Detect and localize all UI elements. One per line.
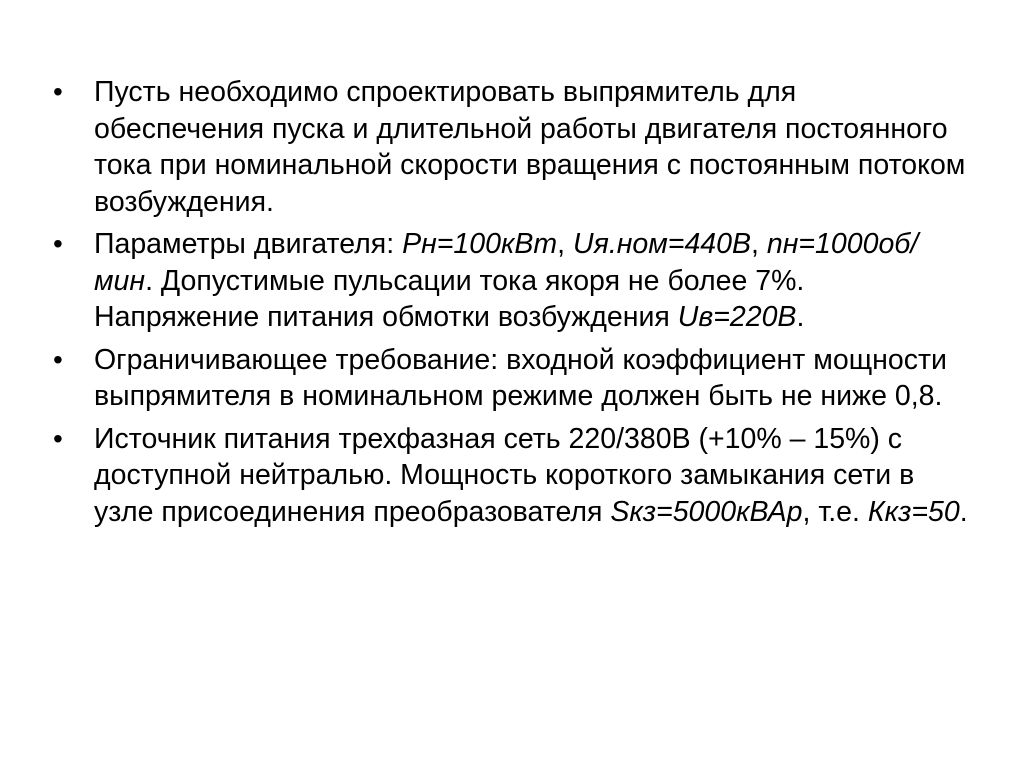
bullet-text: Ограничивающее требование: входной коэффициент мощности выпрямителя в номинальном режиме должен быть не ниже 0,8.: [94, 343, 947, 412]
rated-power-value: Pн=100кВт: [402, 228, 558, 260]
bullet-text: ,: [751, 228, 767, 260]
bullet-item-task: [53, 74, 973, 220]
bullet-icon: •: [53, 422, 63, 454]
bullet-text: .: [959, 495, 968, 528]
bullet-icon: •: [53, 343, 63, 375]
bullet-item-motor-parameters: [53, 226, 973, 336]
bullet-icon: •: [53, 228, 63, 259]
rated-speed-value: nн=1000об/мин: [94, 228, 919, 297]
bullet-text: ,: [557, 228, 574, 260]
bullet-item-constraint: [53, 342, 973, 415]
bullet-text: Источник питания трехфазная сеть 220/380В (+10% – 15%) с доступной нейтралью. Мощность короткого замыкания сети в узле присоединения преобразователя: [94, 422, 915, 528]
bullet-text: . Допустимые пульсации тока якоря не более 7%. Напряжение питания обмотки возбуждения: [94, 264, 805, 333]
bullet-list: [53, 74, 973, 536]
bullet-text: Параметры двигателя:: [94, 228, 403, 260]
short-circuit-power-value: Sкз=5000кВАр: [610, 495, 803, 528]
armature-voltage-value: Uя.ном=440В: [573, 228, 752, 260]
short-circuit-ratio-value: Ккз=50: [867, 495, 960, 528]
bullet-item-power-source: [53, 421, 973, 531]
bullet-text: .: [796, 301, 805, 333]
bullet-icon: •: [53, 76, 63, 107]
field-voltage-value: Uв=220В: [677, 301, 797, 333]
bullet-text: , т.е.: [802, 495, 868, 528]
bullet-text: Пусть необходимо спроектировать выпрямитель для обеспечения пуска и длительной работы двигателя постоянного тока при номинальной скорости вращения с постоянным потоком возбуждения.: [94, 76, 966, 218]
